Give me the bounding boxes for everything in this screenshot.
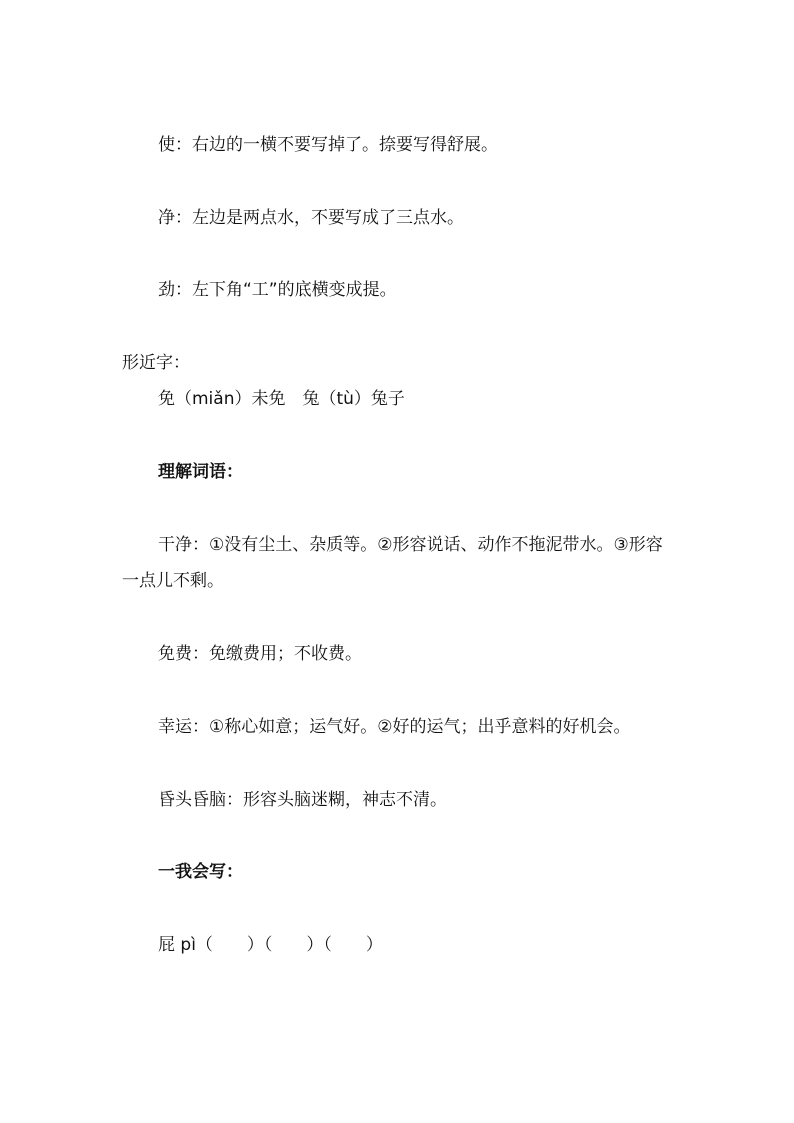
similar-chars-line: 免（miǎn）未免 兔（tù）兔子	[158, 389, 405, 409]
vocab-huntou: 昏头昏脑：形容头脑迷糊，神志不清。	[158, 790, 447, 810]
vocab-heading: 理解词语：	[158, 462, 243, 482]
vocab-xingyun: 幸运：①称心如意；运气好。②好的运气；出乎意料的好机会。	[158, 717, 631, 737]
vocab-ganjing-line1: 干净：①没有尘土、杂质等。②形容说话、动作不拖泥带水。③形容	[158, 535, 663, 555]
writing-pi-line: 屁 pì（ ）（ ）（ ）	[158, 935, 383, 955]
note-shi: 使：右边的一横不要写掉了。捺要写得舒展。	[158, 135, 498, 155]
vocab-ganjing-line2: 一点儿不剩。	[122, 571, 224, 591]
note-jin: 劲：左下角“工”的底横变成提。	[158, 280, 397, 300]
note-jing: 净：左边是两点水，不要写成了三点水。	[158, 208, 464, 228]
writing-heading: 一我会写：	[158, 862, 243, 882]
vocab-mianfei: 免费：免缴费用；不收费。	[158, 644, 362, 664]
similar-chars-heading: 形近字：	[122, 353, 190, 373]
